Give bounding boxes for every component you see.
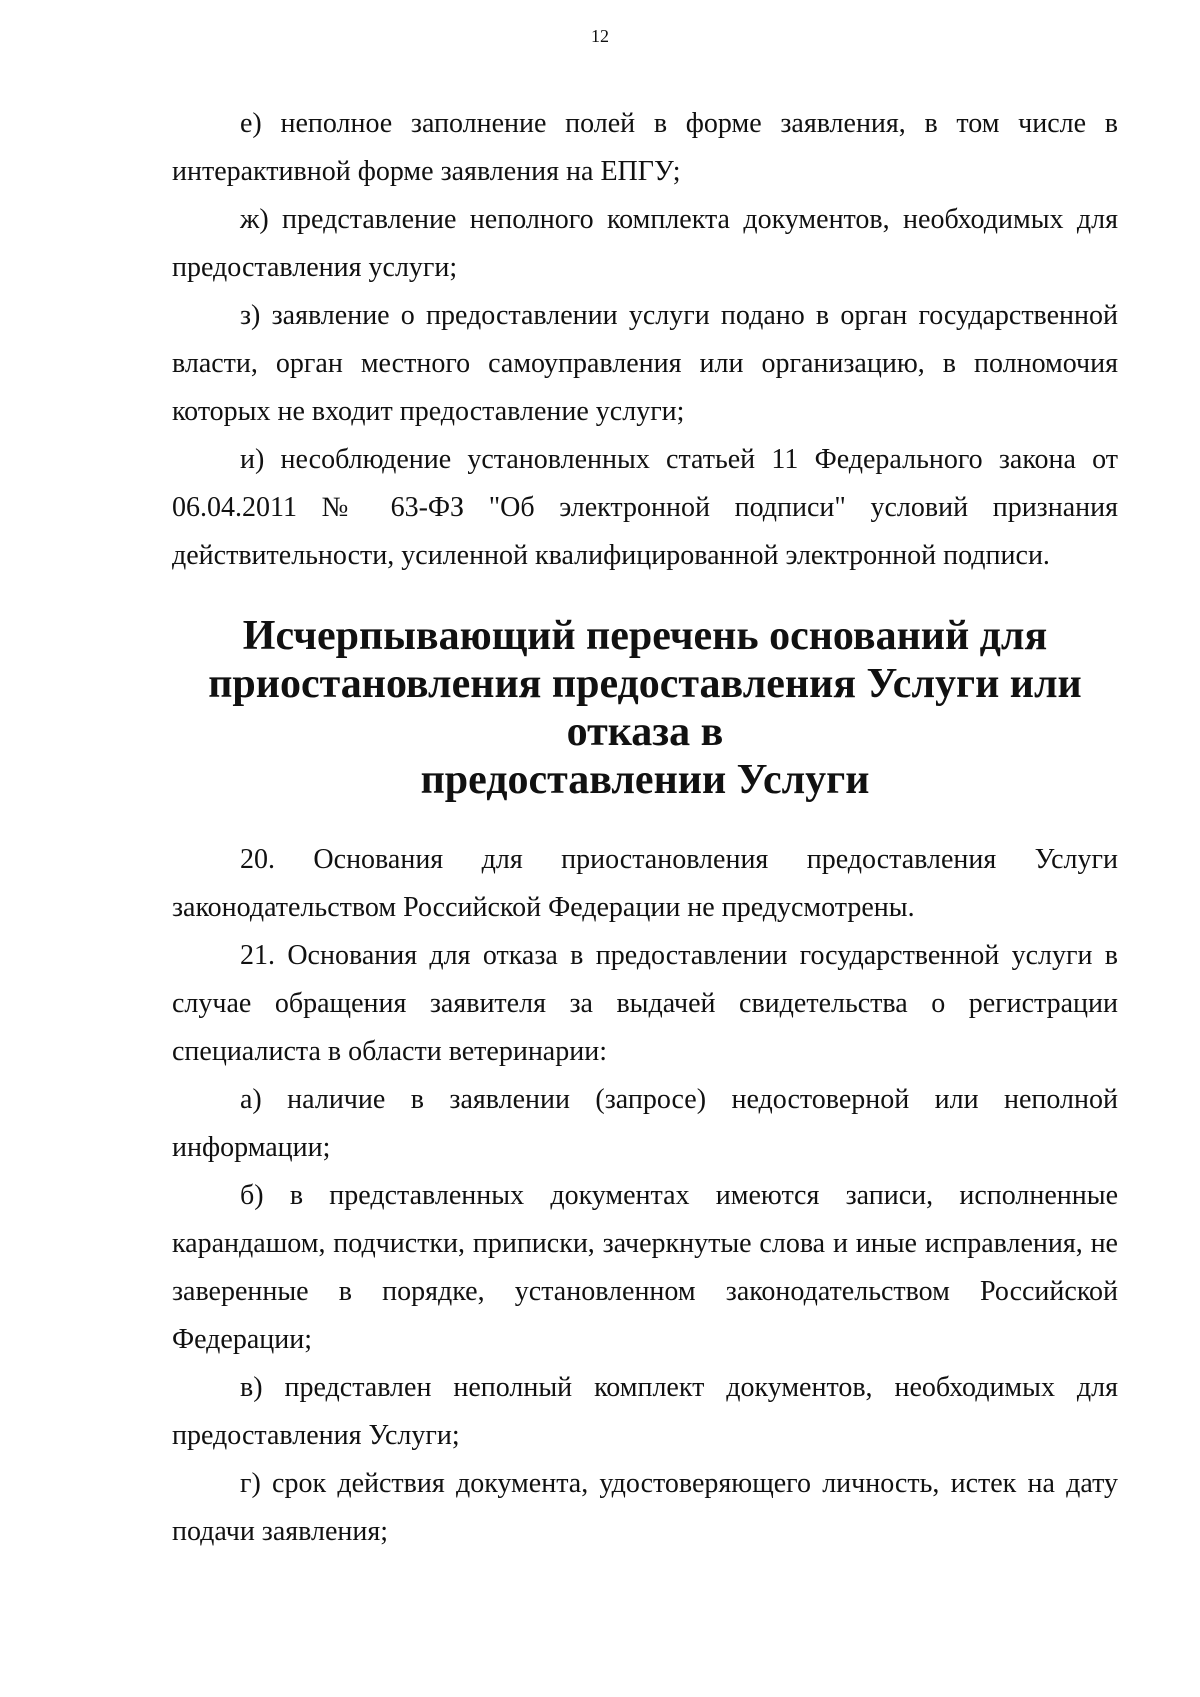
paragraph-21-g: г) срок действия документа, удостоверяющего личность, истек на дату подачи заявления;: [172, 1468, 1118, 1547]
section-heading-line-3: предоставлении Услуги: [420, 757, 870, 803]
section-heading: [172, 612, 1118, 804]
paragraph-21-b: б) в представленных документах имеются записи, исполненные карандашом, подчистки, приписки, зачеркнутые слова и иные исправления, не заверенные в порядке, установленном законодательством Российской Федерации;: [172, 1180, 1118, 1355]
paragraph-e: е) неполное заполнение полей в форме заявления, в том числе в интерактивной форме заявления на ЕПГУ;: [172, 108, 1118, 187]
paragraph-21-a: а) наличие в заявлении (запросе) недостоверной или неполной информации;: [172, 1084, 1118, 1163]
paragraph-21-v: в) представлен неполный комплект документов, необходимых для предоставления Услуги;: [172, 1372, 1118, 1451]
section-heading-line-1: Исчерпывающий перечень оснований для: [242, 613, 1048, 659]
paragraph-z: з) заявление о предоставлении услуги подано в орган государственной власти, орган местного самоуправления или организацию, в полномочия которых не входит предоставление услуги;: [172, 300, 1118, 427]
paragraph-20: 20. Основания для приостановления предоставления Услуги законодательством Российской Федерации не предусмотрены.: [172, 844, 1118, 923]
paragraph-zh: ж) представление неполного комплекта документов, необходимых для предоставления услуги;: [172, 204, 1118, 283]
paragraph-21: 21. Основания для отказа в предоставлении государственной услуги в случае обращения заявителя за выдачей свидетельства о регистрации специалиста в области ветеринарии:: [172, 940, 1118, 1067]
section-heading-line-2: приостановления предоставления Услуги или отказа в: [208, 661, 1082, 755]
document-body: [172, 100, 1118, 1556]
page-number: 12: [591, 26, 609, 46]
paragraph-i: и) несоблюдение установленных статьей 11 Федерального закона от 06.04.2011 № 63-ФЗ "Об электронной подписи" условий признания действительности, усиленной квалифицированной электронной подписи.: [172, 444, 1118, 571]
